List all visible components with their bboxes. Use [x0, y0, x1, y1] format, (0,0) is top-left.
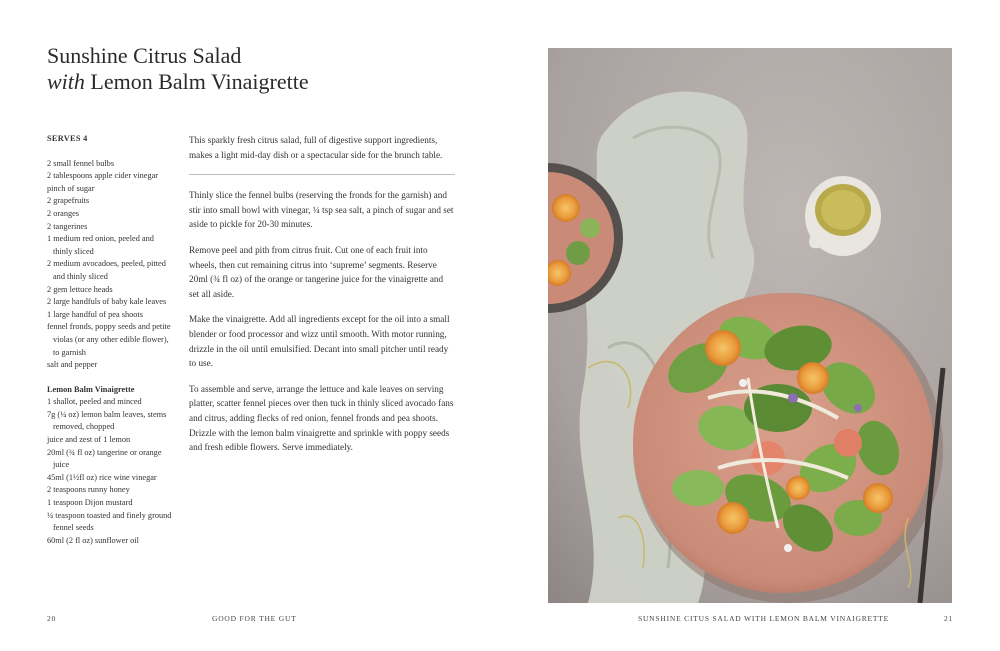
- ingredient-item: salt and pepper: [47, 360, 98, 370]
- ingredient-item: 2 grapefruits: [47, 196, 90, 206]
- ingredient-item: 2 small fennel bulbs: [47, 158, 115, 168]
- vinaigrette-item: ¼ teaspoon toasted and finely ground fennel seeds: [47, 510, 172, 533]
- vinaigrette-item: 60ml (2 fl oz) sunflower oil: [47, 535, 139, 545]
- method-step: To assemble and serve, arrange the lettuce and kale leaves on serving platter, scatter fennel pieces over then tuck in thinly sliced avocado fans and citrus, adding flecks of red onion, fennel fronds and pea shoots. Drizzle with the lemon balm vinaigrette and sprinkle with poppy seeds and fresh edible flowers. Serve immediately.: [189, 383, 454, 453]
- method-step: Remove peel and pith from citrus fruit. Cut one of each fruit into wheels, then cut remaining citrus into ‘supreme’ segments. Reserve 20ml (¾ fl oz) of the orange or tangerine juice for the vinaigrette and set all aside.: [189, 244, 444, 299]
- ingredient-item: 2 tablespoons apple cider vinegar: [47, 171, 159, 181]
- left-running-head: GOOD FOR THE GUT: [212, 614, 297, 623]
- recipe-title: [47, 43, 309, 95]
- divider: [189, 174, 455, 175]
- vinaigrette-item: 7g (¼ oz) lemon balm leaves, stems removed, chopped: [47, 409, 167, 432]
- ingredient-item: 2 large handfuls of baby kale leaves: [47, 297, 167, 307]
- ingredient-item: pinch of sugar: [47, 183, 95, 193]
- method-step: Thinly slice the fennel bulbs (reserving the fronds for the garnish) and stir into small bowl with vinegar, ¼ tsp sea salt, a pinch of sugar and set aside to pickle for 20-30 minutes.: [189, 190, 454, 230]
- right-page-number: 21: [944, 614, 954, 623]
- vinaigrette-item: 1 shallot, peeled and minced: [47, 397, 142, 407]
- recipe-intro: This sparkly fresh citrus salad, full of digestive support ingredients, makes a light mid-day dish or a spectacular side for the brunch table.: [189, 135, 443, 160]
- vinaigrette-list: [47, 396, 175, 547]
- ingredient-item: 2 gem lettuce heads: [47, 284, 113, 294]
- vinaigrette-item: 2 teaspoons runny honey: [47, 485, 130, 495]
- ingredients-column: [47, 133, 175, 547]
- vinaigrette-heading: Lemon Balm Vinaigrette: [47, 384, 135, 394]
- ingredient-item: 2 tangerines: [47, 221, 88, 231]
- vinaigrette-item: 20ml (¾ fl oz) tangerine or orange juice: [47, 447, 162, 470]
- photo-illustration: [548, 48, 952, 603]
- vinaigrette-item: juice and zest of 1 lemon: [47, 435, 131, 445]
- ingredient-item: 2 medium avocadoes, peeled, pitted and thinly sliced: [47, 259, 166, 281]
- title-line-1: Sunshine Citrus Salad: [47, 43, 242, 68]
- vinaigrette-item: 45ml (1½fl oz) rice wine vinegar: [47, 472, 157, 482]
- right-running-head: SUNSHINE CITUS SALAD WITH LEMON BALM VINAIGRETTE: [638, 614, 890, 623]
- citrus-salad-photo: [548, 48, 952, 603]
- vinaigrette-item: 1 teaspoon Dijon mustard: [47, 498, 133, 508]
- method-column: [189, 133, 455, 466]
- serves-label: SERVES 4: [47, 134, 88, 143]
- title-line-2-rest: Lemon Balm Vinaigrette: [84, 69, 309, 94]
- ingredient-item: 2 oranges: [47, 208, 80, 218]
- ingredient-item: 1 large handful of pea shoots: [47, 309, 143, 319]
- ingredient-item: fennel fronds, poppy seeds and petite violas (or any other edible flower), to garnish: [47, 322, 171, 357]
- ingredient-list: [47, 158, 175, 372]
- title-with: with: [47, 69, 85, 94]
- method-step: Make the vinaigrette. Add all ingredients except for the oil into a small blender or food processor and wizz until smooth. With motor running, drizzle in the oil until emulsified. Decant into small pitcher until ready to use.: [189, 314, 450, 369]
- ingredient-item: 1 medium red onion, peeled and thinly sliced: [47, 234, 154, 256]
- left-page-number: 20: [47, 614, 57, 623]
- title-line-2: [47, 69, 309, 95]
